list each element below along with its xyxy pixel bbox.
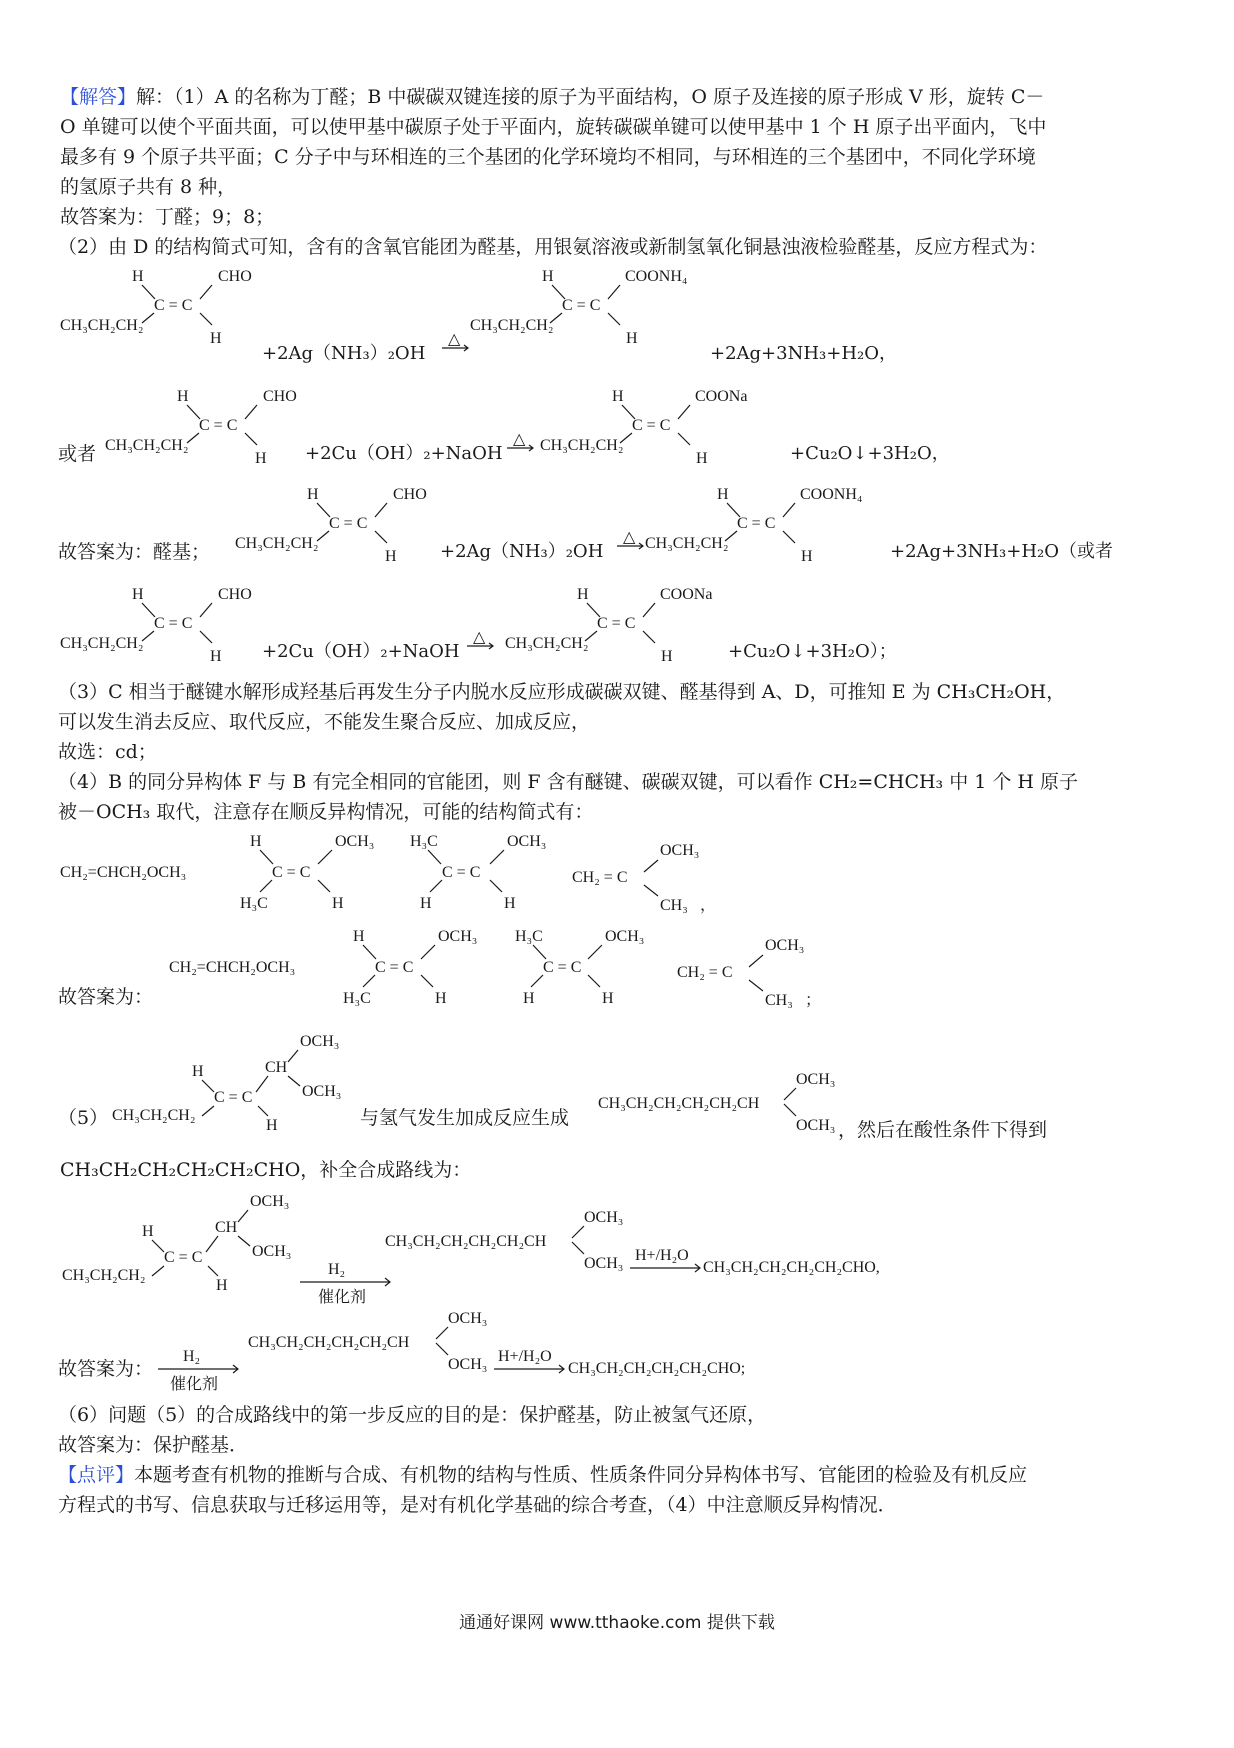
q5-hexanal: CH₃CH₂CH₂CH₂CH₂CHO，补全合成路线为： bbox=[60, 1159, 472, 1181]
chem-h: H bbox=[523, 990, 535, 1007]
or-label: 或者 bbox=[58, 443, 97, 465]
reaction-1-products: +2Ag+3NH₃+H₂O， bbox=[710, 343, 898, 364]
reaction-1-structures bbox=[60, 265, 960, 345]
chem-h: H bbox=[132, 268, 144, 285]
isomers-row-1 bbox=[60, 830, 740, 915]
chem-och3: OCH₃ bbox=[300, 1033, 340, 1050]
chem-propyl: CH₃CH₂CH₂ bbox=[60, 317, 144, 334]
chem-och3: OCH₃ bbox=[660, 842, 700, 859]
chem-h: H bbox=[210, 330, 222, 347]
chem-ch: CH bbox=[215, 1219, 238, 1236]
q5-label: （5） bbox=[58, 1107, 109, 1129]
chem-h: H bbox=[542, 268, 554, 285]
chem-h: H bbox=[266, 1117, 278, 1134]
review-line-2: 方程式的书写、信息获取与迁移运用等，是对有机化学基础的综合考查，（4）中注意顺反异构情况． bbox=[58, 1494, 897, 1516]
chem-propyl: CH₃CH₂CH₂ bbox=[105, 437, 189, 454]
chem-h: H bbox=[210, 648, 222, 665]
chem-cc: C = C bbox=[597, 615, 636, 632]
chem-och3: OCH₃ bbox=[796, 1117, 836, 1134]
synthesis-route bbox=[60, 1190, 960, 1310]
chem-product: CH₃CH₂CH₂CH₂CH₂CHO, bbox=[703, 1259, 880, 1276]
chem-h: H bbox=[332, 895, 344, 912]
chem-h: H bbox=[385, 548, 397, 565]
answer-3: 故选：cd； bbox=[58, 741, 157, 763]
chem-h: H bbox=[142, 1223, 154, 1240]
chem-h3c: H₃C bbox=[515, 928, 543, 945]
chem-h3c: H₃C bbox=[343, 990, 371, 1007]
reaction-3-reagent: +2Ag（NH₃）₂OH bbox=[440, 541, 604, 562]
chem-och3: OCH₃ bbox=[584, 1255, 624, 1272]
chem-h: H bbox=[250, 833, 262, 850]
chem-och3: OCH₃ bbox=[252, 1243, 292, 1260]
reaction-2-products: +Cu₂O↓+3H₂O， bbox=[790, 443, 950, 464]
answer-5-label: 故答案为： bbox=[58, 1358, 154, 1380]
chem-propyl: CH₃CH₂CH₂ bbox=[505, 635, 589, 652]
chem-och3: OCH₃ bbox=[250, 1193, 290, 1210]
chem-och3: OCH₃ bbox=[448, 1356, 488, 1373]
chem-h: H bbox=[612, 388, 624, 405]
acetal-structure bbox=[110, 1030, 380, 1134]
chem-cc: C = C bbox=[632, 417, 671, 434]
chem-h: H bbox=[435, 990, 447, 1007]
review-tag: 【点评】 bbox=[58, 1464, 135, 1486]
iso-1: CH₂=CHCH₂OCH₃ bbox=[60, 864, 187, 881]
chem-cho: CHO bbox=[263, 388, 297, 405]
heat-symbol: △ bbox=[448, 331, 461, 348]
chem-ch2eq: CH₂ = C bbox=[677, 964, 733, 981]
chem-propyl: CH₃CH₂CH₂ bbox=[235, 535, 319, 552]
reaction-2-reagent: +2Cu（OH）₂+NaOH bbox=[305, 443, 503, 464]
chem-coona: COONa bbox=[695, 388, 748, 405]
review-line-1: 【点评】本题考查有机物的推断与合成、有机物的结构与性质、性质条件同分异构体书写、官能团的检验及有机反应 bbox=[58, 1464, 1028, 1486]
reaction-4-reagent: +2Cu（OH）₂+NaOH bbox=[262, 641, 460, 662]
chem-cc: C = C bbox=[164, 1249, 203, 1266]
chem-h: H bbox=[420, 895, 432, 912]
q3-line-1: （3）C 相当于醚键水解形成羟基后再发生分子内脱水反应形成碳碳双键、醛基得到 A、D，可推知 E 为 CH₃CH₂OH， bbox=[58, 681, 1066, 703]
chem-och3: OCH₃ bbox=[302, 1083, 342, 1100]
chem-propyl: CH₃CH₂CH₂ bbox=[62, 1267, 146, 1284]
chem-coonh4: COONH₄ bbox=[800, 486, 863, 503]
iso-1: CH₂=CHCH₂OCH₃ bbox=[169, 959, 296, 976]
chem-h2: H₂ bbox=[328, 1261, 346, 1278]
q4-line-1: （4）B 的同分异构体 F 与 B 有完全相同的官能团，则 F 含有醚键、碳碳双键，可以看作 CH₂=CHCH₃ 中 1 个 H 原子 bbox=[58, 771, 1079, 793]
semicolon: ； bbox=[805, 992, 822, 1009]
isomers-row-2 bbox=[165, 925, 845, 1010]
reaction-4-products: +Cu₂O↓+3H₂O）； bbox=[728, 641, 897, 662]
heat-arrow bbox=[505, 432, 539, 456]
chem-propyl: CH₃CH₂CH₂ bbox=[470, 317, 554, 334]
chem-och3: OCH₃ bbox=[796, 1071, 836, 1088]
reaction-3-products: +2Ag+3NH₃+H₂O（或者 bbox=[890, 541, 1114, 562]
q6-line-1: （6）问题（5）的合成路线中的第一步反应的目的是：保护醛基，防止被氢气还原， bbox=[58, 1404, 767, 1426]
chem-catalyst: 催化剂 bbox=[318, 1289, 367, 1306]
chem-chain: CH₃CH₂CH₂CH₂CH₂CH bbox=[385, 1233, 547, 1250]
chem-och3: OCH₃ bbox=[438, 928, 478, 945]
chem-catalyst: 催化剂 bbox=[170, 1376, 219, 1393]
answer-4-label: 故答案为： bbox=[58, 986, 154, 1008]
chem-h: H bbox=[577, 586, 589, 603]
chem-och3: OCH₃ bbox=[507, 833, 547, 850]
chem-chain: CH₃CH₂CH₂CH₂CH₂CH bbox=[598, 1095, 760, 1112]
chem-coonh4: COONH₄ bbox=[625, 268, 688, 285]
chem-och3: OCH₃ bbox=[335, 833, 375, 850]
q5-mid: 与氢气发生加成反应生成 bbox=[360, 1107, 570, 1129]
chem-h3c: H₃C bbox=[240, 895, 268, 912]
chem-och3: OCH₃ bbox=[448, 1310, 488, 1327]
chem-cc: C = C bbox=[154, 615, 193, 632]
chem-och3: OCH₃ bbox=[584, 1209, 624, 1226]
chem-h: H bbox=[717, 486, 729, 503]
chem-h: H bbox=[696, 450, 708, 467]
chem-ch2eq: CH₂ = C bbox=[572, 869, 628, 886]
q2-line-1: （2）由 D 的结构简式可知，含有的含氧官能团为醛基，用银氨溶液或新制氢氧化铜悬浊液检验醛基，反应方程式为： bbox=[58, 236, 1048, 258]
chem-och3: OCH₃ bbox=[605, 928, 645, 945]
chem-h: H bbox=[255, 450, 267, 467]
chem-propyl: CH₃CH₂CH₂ bbox=[60, 635, 144, 652]
chem-h: H bbox=[132, 586, 144, 603]
chem-propyl: CH₃CH₂CH₂ bbox=[112, 1107, 196, 1124]
synthesis-answer bbox=[58, 1305, 958, 1395]
chem-product: CH₃CH₂CH₂CH₂CH₂CHO; bbox=[568, 1360, 746, 1377]
chem-h: H bbox=[504, 895, 516, 912]
chem-coona: COONa bbox=[660, 586, 713, 603]
chem-propyl: CH₃CH₂CH₂ bbox=[645, 535, 729, 552]
chem-cc: C = C bbox=[737, 515, 776, 532]
chem-cc: C = C bbox=[272, 864, 311, 881]
chem-ch: CH bbox=[265, 1059, 288, 1076]
heat-symbol: △ bbox=[623, 529, 636, 546]
answer-line-3: 最多有 9 个原子共平面；C 分子中与环相连的三个基团的化学环境均不相同，与环相连的三个基团中，不同化学环境 bbox=[60, 146, 1036, 168]
reaction-1-reagent: +2Ag（NH₃）₂OH bbox=[262, 343, 426, 364]
chem-acid: H+/H₂O bbox=[498, 1348, 552, 1365]
q5-end: ，然后在酸性条件下得到 bbox=[838, 1119, 1048, 1141]
chem-cc: C = C bbox=[154, 297, 193, 314]
chem-h: H bbox=[216, 1277, 228, 1294]
q4-line-2: 被－OCH₃ 取代，注意存在顺反异构情况，可能的结构简式有： bbox=[58, 801, 594, 823]
chem-cho: CHO bbox=[393, 486, 427, 503]
chem-h: H bbox=[626, 330, 638, 347]
chem-h: H bbox=[602, 990, 614, 1007]
chem-h2: H₂ bbox=[183, 1348, 201, 1365]
answer-tag: 【解答】 bbox=[60, 86, 137, 108]
chem-ch3: CH₃ bbox=[765, 992, 793, 1009]
chem-h3c: H₃C bbox=[410, 833, 438, 850]
heat-arrow bbox=[465, 630, 499, 654]
chem-cc: C = C bbox=[329, 515, 368, 532]
chem-cc: C = C bbox=[199, 417, 238, 434]
chem-cc: C = C bbox=[375, 959, 414, 976]
chem-cc: C = C bbox=[214, 1089, 253, 1106]
answer-6: 故答案为：保护醛基． bbox=[58, 1434, 249, 1456]
comma: ， bbox=[700, 897, 717, 914]
page-footer: 通通好课网 www.tthaoke.com 提供下载 bbox=[459, 1613, 775, 1633]
answer-line-4: 的氢原子共有 8 种， bbox=[60, 176, 237, 198]
chem-cho: CHO bbox=[218, 586, 252, 603]
chem-propyl: CH₃CH₂CH₂ bbox=[540, 437, 624, 454]
chem-h: H bbox=[307, 486, 319, 503]
chem-h: H bbox=[192, 1063, 204, 1080]
chem-cc: C = C bbox=[442, 864, 481, 881]
hydrogenated-acetal bbox=[598, 1068, 868, 1138]
heat-symbol: △ bbox=[473, 629, 486, 646]
chem-h: H bbox=[661, 648, 673, 665]
chem-h: H bbox=[353, 928, 365, 945]
chem-chain: CH₃CH₂CH₂CH₂CH₂CH bbox=[248, 1334, 410, 1351]
answer-line-2: O 单键可以使个平面共面，可以使甲基中碳原子处于平面内，旋转碳碳单键可以使甲基中 1 个 H 原子出平面内，飞中 bbox=[60, 116, 1047, 138]
answer-2-label: 故答案为：醛基； bbox=[58, 541, 211, 563]
chem-acid: H+/H₂O bbox=[635, 1247, 689, 1264]
heat-symbol: △ bbox=[513, 431, 526, 448]
chem-cc: C = C bbox=[543, 959, 582, 976]
chem-cho: CHO bbox=[218, 268, 252, 285]
chem-cc: C = C bbox=[562, 297, 601, 314]
heat-arrow bbox=[615, 530, 649, 554]
answer-1: 故答案为：丁醛；9；8； bbox=[60, 206, 275, 228]
answer-line-1: 【解答】解：（1）A 的名称为丁醛；B 中碳碳双键连接的原子为平面结构，O 原子及连接的原子形成 V 形，旋转 C－ bbox=[60, 86, 1045, 108]
chem-h: H bbox=[177, 388, 189, 405]
q3-line-2: 可以发生消去反应、取代反应，不能发生聚合反应、加成反应， bbox=[58, 711, 591, 733]
heat-arrow bbox=[440, 332, 474, 356]
chem-h: H bbox=[801, 548, 813, 565]
chem-ch3: CH₃ bbox=[660, 897, 688, 914]
chem-och3: OCH₃ bbox=[765, 937, 805, 954]
